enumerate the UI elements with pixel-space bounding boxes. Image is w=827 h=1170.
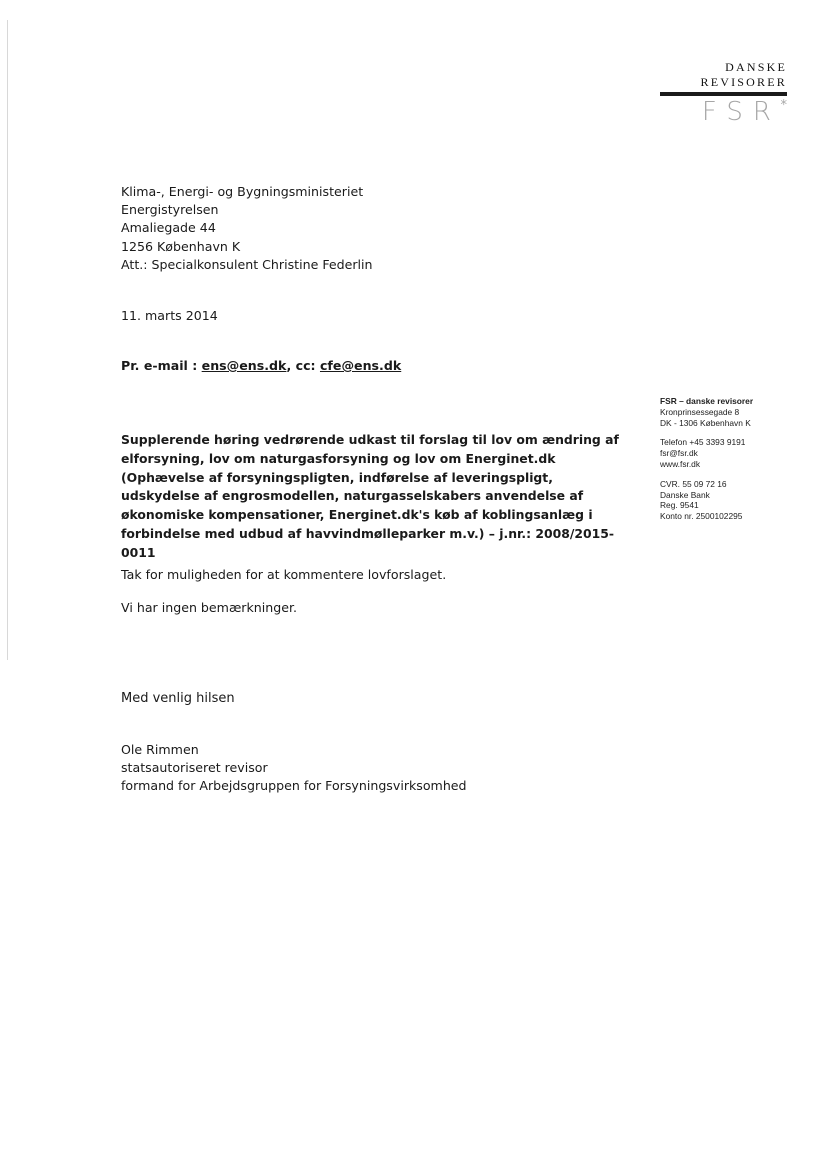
- body-paragraph-1: Tak for muligheden for at kommentere lovforslaget.: [121, 567, 447, 582]
- sidebar-phone: Telefon +45 3393 9191: [660, 437, 746, 448]
- recipient-line: 1256 København K: [121, 238, 241, 254]
- sidebar-cvr: CVR. 55 09 72 16: [660, 478, 727, 489]
- signer-title: statsautoriseret revisor: [121, 760, 268, 776]
- sidebar-email[interactable]: fsr@fsr.dk: [660, 448, 698, 459]
- sidebar-web[interactable]: www.fsr.dk: [660, 458, 701, 469]
- signer-name: Ole Rimmen: [121, 742, 199, 757]
- logo-star: *: [780, 98, 787, 113]
- letter-date: 11. marts 2014: [121, 308, 218, 323]
- signature: [121, 741, 467, 796]
- email-separator: , cc:: [286, 358, 320, 373]
- sender-sidebar: [660, 396, 753, 522]
- sidebar-bank: Danske Bank: [660, 489, 710, 500]
- letter-subject: Supplerende høring vedrørende udkast til forslag til lov om ændring af elforsyning, lov om naturgasforsyning og lov om Energinet.dk (Ophævelse af forsyningspligten, indførelse af leveringspligt, udskydelse af engrosmodellen, naturgasselskabers anvendelse af økonomiske kompensationer, Energinet.dk's køb af koblingsanlæg i forbindelse med udbud af havvindmølleparker m.v.) – j.nr.: 2008/2015-0011: [121, 432, 619, 560]
- logo-mark: FSR: [701, 97, 781, 127]
- sidebar-city: DK - 1306 København K: [660, 417, 751, 428]
- recipient-line: Energistyrelsen: [121, 202, 219, 218]
- recipient-line: Klima-, Energi- og Bygningsministeriet: [121, 184, 364, 199]
- sidebar-org: FSR – danske revisorer: [660, 396, 754, 406]
- email-line: [121, 357, 401, 375]
- recipient-line: Amaliegade 44: [121, 220, 216, 236]
- sidebar-account: Konto nr. 2500102295: [660, 511, 743, 522]
- recipient-line: Att.: Specialkonsulent Christine Federlin: [121, 256, 373, 272]
- logo-line-danske: DANSKE: [725, 60, 787, 74]
- logo-bar: [660, 92, 787, 96]
- fsr-logo: [655, 60, 787, 126]
- page-edge-line: [7, 20, 8, 660]
- email-prefix: Pr. e-mail :: [121, 358, 202, 373]
- sidebar-street: Kronprinsessegade 8: [660, 406, 740, 417]
- email-link-ens[interactable]: ens@ens.dk: [201, 358, 287, 373]
- recipient-address: [121, 183, 373, 274]
- signer-role: formand for Arbejdsgruppen for Forsyningsvirksomhed: [121, 778, 467, 794]
- logo-line-revisorer: REVISORER: [700, 75, 787, 89]
- email-link-cfe[interactable]: cfe@ens.dk: [319, 358, 402, 373]
- closing: Med venlig hilsen: [121, 691, 235, 706]
- body-paragraph-2: Vi har ingen bemærkninger.: [121, 600, 298, 615]
- sidebar-reg: Reg. 9541: [660, 500, 699, 511]
